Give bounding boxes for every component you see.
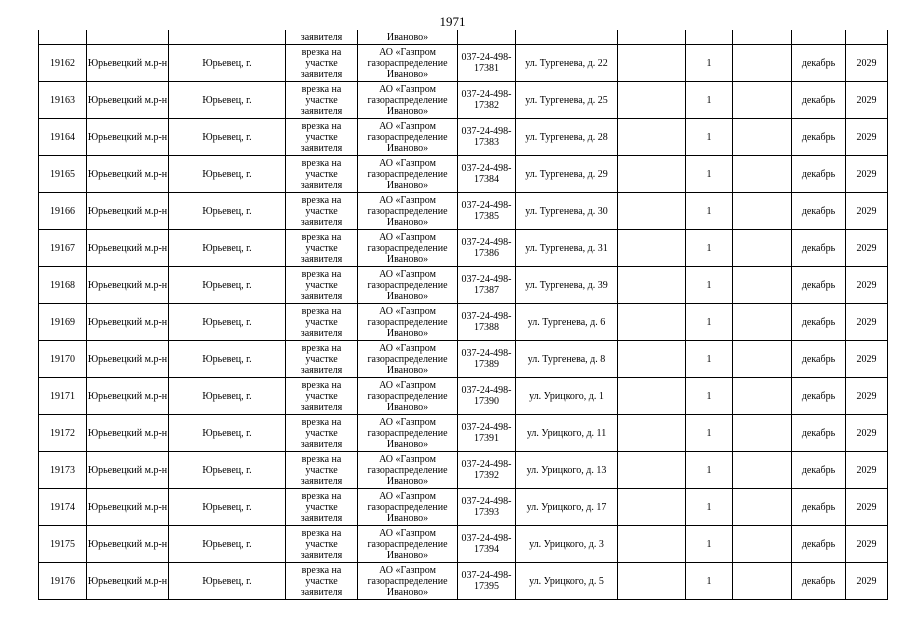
cell-method: врезка на участке заявителя [286, 82, 358, 119]
table-row [39, 119, 888, 156]
cell-blank [733, 526, 792, 563]
page-number: 1971 [439, 14, 466, 29]
cell-month [792, 30, 846, 45]
table-row [39, 267, 888, 304]
cell-code: 037-24-498-17394 [458, 526, 516, 563]
cell-region: Юрьевецкий м.р-н [87, 415, 169, 452]
cell-owner: АО «Газпром газораспределение Иваново» [358, 341, 458, 378]
cell-year: 2029 [846, 119, 888, 156]
cell-year: 2029 [846, 415, 888, 452]
cell-owner: АО «Газпром газораспределение Иваново» [358, 156, 458, 193]
cell-city: Юрьевец, г. [169, 45, 286, 82]
cell-region: Юрьевецкий м.р-н [87, 119, 169, 156]
cell-blank [733, 267, 792, 304]
cell-num: 19169 [39, 304, 87, 341]
cell-address: ул. Урицкого, д. 3 [516, 526, 618, 563]
cell-qty: 1 [686, 452, 733, 489]
cell-city: Юрьевец, г. [169, 341, 286, 378]
cell-owner: АО «Газпром газораспределение Иваново» [358, 230, 458, 267]
cell-blank [733, 415, 792, 452]
cell-address [516, 30, 618, 45]
cell-qty: 1 [686, 489, 733, 526]
cell-blank [618, 30, 686, 45]
cell-num [39, 30, 87, 45]
cell-code: 037-24-498-17389 [458, 341, 516, 378]
cell-month: декабрь [792, 415, 846, 452]
cell-blank [733, 30, 792, 45]
cell-blank [733, 45, 792, 82]
cell-code: 037-24-498-17383 [458, 119, 516, 156]
registry-table [38, 30, 888, 600]
cell-owner: АО «Газпром газораспределение Иваново» [358, 563, 458, 600]
cell-num: 19170 [39, 341, 87, 378]
cell-blank [733, 156, 792, 193]
cell-city: Юрьевец, г. [169, 230, 286, 267]
table-row [39, 378, 888, 415]
cell-year: 2029 [846, 230, 888, 267]
cell-region: Юрьевецкий м.р-н [87, 563, 169, 600]
table-row [39, 230, 888, 267]
cell-address: ул. Урицкого, д. 13 [516, 452, 618, 489]
cell-owner: АО «Газпром газораспределение Иваново» [358, 45, 458, 82]
cell-city: Юрьевец, г. [169, 378, 286, 415]
cell-region: Юрьевецкий м.р-н [87, 378, 169, 415]
cell-code: 037-24-498-17391 [458, 415, 516, 452]
table-row [39, 82, 888, 119]
cell-year: 2029 [846, 489, 888, 526]
cell-method: врезка на участке заявителя [286, 304, 358, 341]
cell-owner: АО «Газпром газораспределение Иваново» [358, 489, 458, 526]
cell-year: 2029 [846, 45, 888, 82]
cell-qty: 1 [686, 82, 733, 119]
cell-qty: 1 [686, 341, 733, 378]
cell-qty: 1 [686, 45, 733, 82]
cell-num: 19172 [39, 415, 87, 452]
cell-month: декабрь [792, 526, 846, 563]
cell-address: ул. Урицкого, д. 1 [516, 378, 618, 415]
cell-method: заявителя [286, 30, 358, 45]
cell-code: 037-24-498-17393 [458, 489, 516, 526]
cell-owner: Иваново» [358, 30, 458, 45]
cell-region [87, 30, 169, 45]
cell-blank [618, 526, 686, 563]
cell-blank [618, 341, 686, 378]
cell-method: врезка на участке заявителя [286, 193, 358, 230]
cell-qty: 1 [686, 156, 733, 193]
cell-region: Юрьевецкий м.р-н [87, 341, 169, 378]
cell-method: врезка на участке заявителя [286, 267, 358, 304]
cell-month: декабрь [792, 489, 846, 526]
cell-year: 2029 [846, 267, 888, 304]
cell-region: Юрьевецкий м.р-н [87, 489, 169, 526]
cell-city: Юрьевец, г. [169, 156, 286, 193]
cell-code: 037-24-498-17388 [458, 304, 516, 341]
cell-blank [618, 489, 686, 526]
cell-qty [686, 30, 733, 45]
cell-qty: 1 [686, 415, 733, 452]
cell-blank [733, 563, 792, 600]
table-body [39, 30, 888, 600]
cell-method: врезка на участке заявителя [286, 45, 358, 82]
cell-region: Юрьевецкий м.р-н [87, 193, 169, 230]
cell-owner: АО «Газпром газораспределение Иваново» [358, 119, 458, 156]
cell-blank [618, 193, 686, 230]
cell-code: 037-24-498-17385 [458, 193, 516, 230]
cell-blank [733, 452, 792, 489]
cell-month: декабрь [792, 378, 846, 415]
cell-blank [733, 119, 792, 156]
cell-address: ул. Тургенева, д. 29 [516, 156, 618, 193]
cell-num: 19171 [39, 378, 87, 415]
cell-owner: АО «Газпром газораспределение Иваново» [358, 267, 458, 304]
cell-num: 19176 [39, 563, 87, 600]
cell-blank [733, 341, 792, 378]
table-row [39, 452, 888, 489]
table-row [39, 341, 888, 378]
cell-city: Юрьевец, г. [169, 415, 286, 452]
cell-address: ул. Тургенева, д. 30 [516, 193, 618, 230]
cell-owner: АО «Газпром газораспределение Иваново» [358, 193, 458, 230]
cell-method: врезка на участке заявителя [286, 230, 358, 267]
cell-month: декабрь [792, 563, 846, 600]
cell-qty: 1 [686, 267, 733, 304]
cell-address: ул. Урицкого, д. 17 [516, 489, 618, 526]
cell-month: декабрь [792, 45, 846, 82]
cell-region: Юрьевецкий м.р-н [87, 526, 169, 563]
cell-city: Юрьевец, г. [169, 563, 286, 600]
cell-num: 19174 [39, 489, 87, 526]
cell-city: Юрьевец, г. [169, 489, 286, 526]
cell-blank [618, 45, 686, 82]
cell-method: врезка на участке заявителя [286, 563, 358, 600]
cell-num: 19167 [39, 230, 87, 267]
cell-month: декабрь [792, 156, 846, 193]
cell-method: врезка на участке заявителя [286, 156, 358, 193]
table-row [39, 156, 888, 193]
cell-owner: АО «Газпром газораспределение Иваново» [358, 304, 458, 341]
cell-qty: 1 [686, 193, 733, 230]
cell-blank [733, 230, 792, 267]
cell-num: 19166 [39, 193, 87, 230]
cell-code: 037-24-498-17384 [458, 156, 516, 193]
cell-blank [733, 193, 792, 230]
cell-blank [618, 415, 686, 452]
cell-qty: 1 [686, 304, 733, 341]
cell-month: декабрь [792, 82, 846, 119]
cell-num: 19163 [39, 82, 87, 119]
cell-year: 2029 [846, 563, 888, 600]
cell-blank [618, 230, 686, 267]
cell-city: Юрьевец, г. [169, 452, 286, 489]
cell-num: 19168 [39, 267, 87, 304]
cell-method: врезка на участке заявителя [286, 526, 358, 563]
cell-method: врезка на участке заявителя [286, 489, 358, 526]
cell-num: 19165 [39, 156, 87, 193]
table-row [39, 45, 888, 82]
cell-blank [618, 563, 686, 600]
table-row [39, 526, 888, 563]
cell-code: 037-24-498-17387 [458, 267, 516, 304]
cell-owner: АО «Газпром газораспределение Иваново» [358, 82, 458, 119]
cell-method: врезка на участке заявителя [286, 378, 358, 415]
cell-city: Юрьевец, г. [169, 526, 286, 563]
cell-num: 19173 [39, 452, 87, 489]
cell-code: 037-24-498-17386 [458, 230, 516, 267]
cell-month: декабрь [792, 267, 846, 304]
cell-address: ул. Тургенева, д. 31 [516, 230, 618, 267]
cell-owner: АО «Газпром газораспределение Иваново» [358, 415, 458, 452]
table-row [39, 489, 888, 526]
table-row [39, 415, 888, 452]
cell-month: декабрь [792, 119, 846, 156]
table-row [39, 193, 888, 230]
cell-address: ул. Урицкого, д. 5 [516, 563, 618, 600]
cell-blank [618, 267, 686, 304]
cell-region: Юрьевецкий м.р-н [87, 156, 169, 193]
cell-region: Юрьевецкий м.р-н [87, 45, 169, 82]
cell-year: 2029 [846, 304, 888, 341]
cell-city: Юрьевец, г. [169, 193, 286, 230]
cell-blank [733, 378, 792, 415]
cell-month: декабрь [792, 341, 846, 378]
cell-code: 037-24-498-17381 [458, 45, 516, 82]
cell-region: Юрьевецкий м.р-н [87, 452, 169, 489]
cell-city: Юрьевец, г. [169, 119, 286, 156]
cell-owner: АО «Газпром газораспределение Иваново» [358, 526, 458, 563]
cell-address: ул. Тургенева, д. 25 [516, 82, 618, 119]
cell-address: ул. Тургенева, д. 22 [516, 45, 618, 82]
cell-code: 037-24-498-17390 [458, 378, 516, 415]
cell-city: Юрьевец, г. [169, 267, 286, 304]
cell-address: ул. Тургенева, д. 39 [516, 267, 618, 304]
table-row-partial [39, 30, 888, 45]
cell-region: Юрьевецкий м.р-н [87, 230, 169, 267]
cell-region: Юрьевецкий м.р-н [87, 82, 169, 119]
cell-address: ул. Тургенева, д. 28 [516, 119, 618, 156]
cell-address: ул. Тургенева, д. 8 [516, 341, 618, 378]
cell-blank [618, 452, 686, 489]
cell-blank [733, 82, 792, 119]
cell-qty: 1 [686, 526, 733, 563]
cell-year: 2029 [846, 526, 888, 563]
cell-blank [618, 378, 686, 415]
cell-month: декабрь [792, 193, 846, 230]
cell-blank [618, 82, 686, 119]
cell-num: 19175 [39, 526, 87, 563]
cell-region: Юрьевецкий м.р-н [87, 267, 169, 304]
cell-num: 19162 [39, 45, 87, 82]
cell-year: 2029 [846, 82, 888, 119]
cell-method: врезка на участке заявителя [286, 415, 358, 452]
cell-code [458, 30, 516, 45]
cell-address: ул. Урицкого, д. 11 [516, 415, 618, 452]
cell-qty: 1 [686, 378, 733, 415]
cell-code: 037-24-498-17382 [458, 82, 516, 119]
cell-method: врезка на участке заявителя [286, 341, 358, 378]
cell-blank [618, 304, 686, 341]
cell-year: 2029 [846, 156, 888, 193]
cell-owner: АО «Газпром газораспределение Иваново» [358, 378, 458, 415]
cell-city: Юрьевец, г. [169, 304, 286, 341]
cell-qty: 1 [686, 563, 733, 600]
cell-method: врезка на участке заявителя [286, 119, 358, 156]
cell-month: декабрь [792, 304, 846, 341]
cell-region: Юрьевецкий м.р-н [87, 304, 169, 341]
cell-blank [733, 489, 792, 526]
cell-blank [618, 156, 686, 193]
cell-year: 2029 [846, 341, 888, 378]
cell-num: 19164 [39, 119, 87, 156]
cell-owner: АО «Газпром газораспределение Иваново» [358, 452, 458, 489]
cell-method: врезка на участке заявителя [286, 452, 358, 489]
cell-city: Юрьевец, г. [169, 82, 286, 119]
cell-code: 037-24-498-17392 [458, 452, 516, 489]
cell-month: декабрь [792, 452, 846, 489]
cell-qty: 1 [686, 230, 733, 267]
cell-year: 2029 [846, 193, 888, 230]
cell-blank [733, 304, 792, 341]
cell-city [169, 30, 286, 45]
table-row [39, 304, 888, 341]
cell-month: декабрь [792, 230, 846, 267]
cell-qty: 1 [686, 119, 733, 156]
cell-year: 2029 [846, 378, 888, 415]
cell-year: 2029 [846, 452, 888, 489]
table-row [39, 563, 888, 600]
cell-blank [618, 119, 686, 156]
cell-year [846, 30, 888, 45]
cell-code: 037-24-498-17395 [458, 563, 516, 600]
cell-address: ул. Тургенева, д. 6 [516, 304, 618, 341]
